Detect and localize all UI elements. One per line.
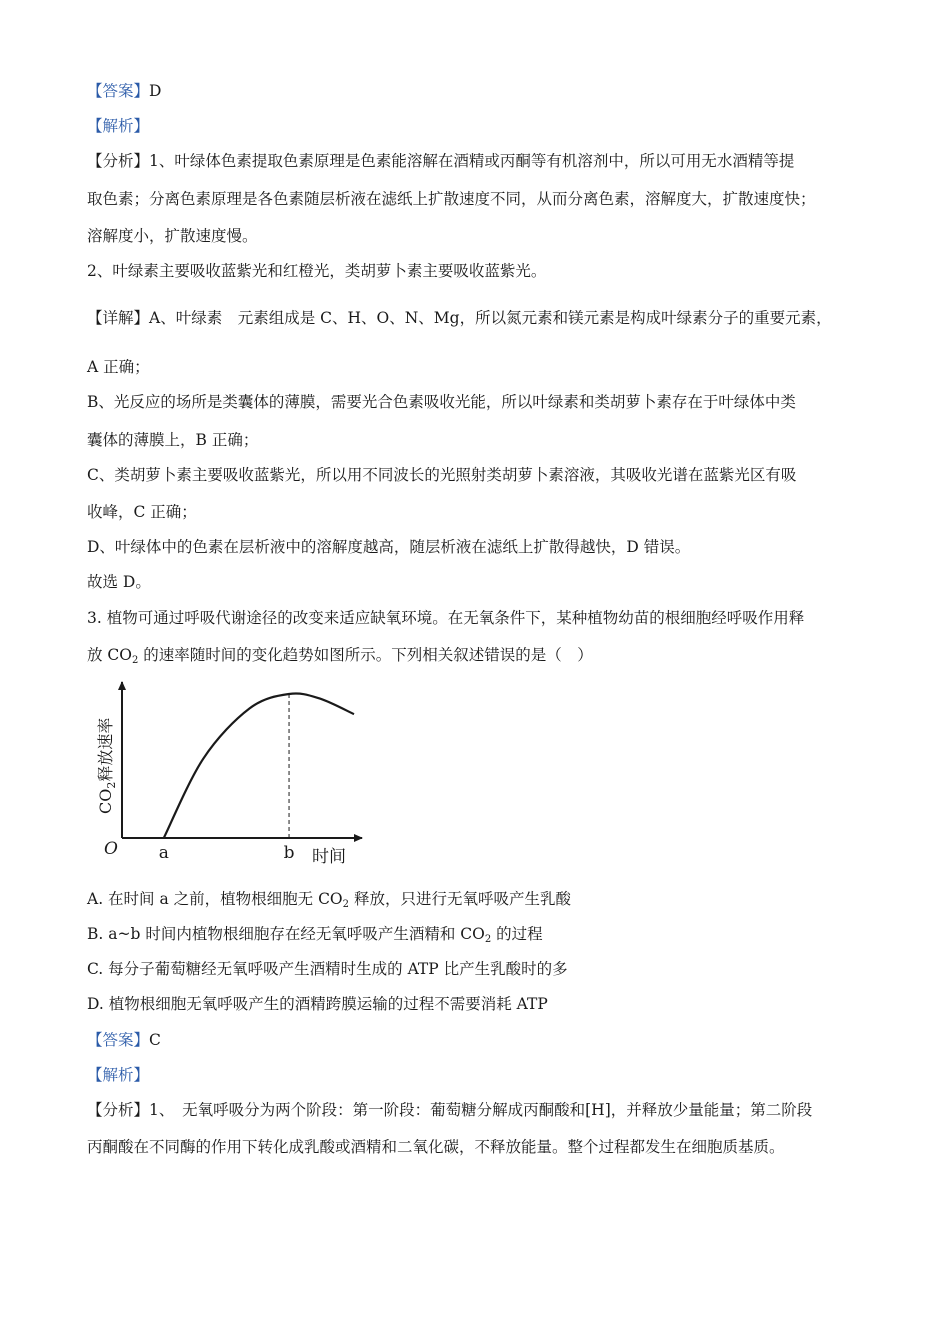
question-stem-line-1: 3. 植物可通过呼吸代谢途径的改变来适应缺氧环境。在无氧条件下，某种植物幼苗的根细胞经呼吸作用释: [87, 609, 805, 627]
co2-release-rate-chart: [90, 672, 380, 872]
detail-line-7: D、叶绿体中的色素在层析液中的溶解度越高，随层析液在滤纸上扩散得越快，D 错误。: [87, 538, 691, 556]
x-axis-label: 时间: [312, 847, 346, 867]
detail-line-1: 【详解】A、叶绿素 元素组成是 C、H、O、N、Mg，所以氮元素和镁元素是构成叶绿素分子的重要元素，: [87, 309, 832, 327]
answer-tag: 【答案】: [87, 1031, 150, 1049]
detail-line-4: 囊体的薄膜上，B 正确；: [87, 431, 259, 449]
conclusion-line: 故选 D。: [87, 573, 151, 591]
detail-line-6: 收峰，C 正确；: [87, 503, 197, 521]
detail-line-3: B、光反应的场所是类囊体的薄膜，需要光合色素吸收光能，所以叶绿素和类胡萝卜素存在于叶绿体中类: [87, 393, 796, 411]
fenxi-line-1b: 【分析】1、 无氧呼吸分为两个阶段：第一阶段：葡萄糖分解成丙酮酸和[H]，并释放少量能量；第二阶段: [87, 1101, 813, 1119]
option-d[interactable]: D. 植物根细胞无氧呼吸产生的酒精跨膜运输的过程不需要消耗 ATP: [87, 995, 548, 1013]
fenxi-line-3: 溶解度小，扩散速度慢。: [87, 227, 258, 245]
fenxi-line-4: 2、叶绿素主要吸收蓝紫光和红橙光，类胡萝卜素主要吸收蓝紫光。: [87, 262, 547, 280]
question-stem-line-2: 放 $CO_2$ 的速率随时间的变化趋势如图所示。下列相关叙述错误的是（ ）: [87, 646, 593, 666]
x-tick-b: b: [283, 843, 295, 863]
origin-label: O: [104, 839, 118, 859]
answer-line-1: [87, 81, 161, 101]
y-axis-label: $CO_2$释放速率: [96, 717, 118, 814]
detail-line-5: C、类胡萝卜素主要吸收蓝紫光，所以用不同波长的光照射类胡萝卜素溶液，其吸收光谱在蓝紫光区有吸: [87, 466, 797, 484]
option-a[interactable]: A. 在时间 a 之前，植物根细胞无 $CO_2$ 释放，只进行无氧呼吸产生乳酸: [87, 890, 571, 910]
answer-value: C: [149, 1031, 161, 1049]
series-curve: [164, 693, 354, 838]
fenxi-line-1: 【分析】1、叶绿体色素提取色素原理是色素能溶解在酒精或丙酮等有机溶剂中，所以可用无水酒精等提: [87, 152, 795, 170]
detail-line-2: A 正确；: [87, 358, 150, 376]
analysis-tag: 【解析】: [87, 117, 150, 135]
analysis-tag: 【解析】: [87, 1066, 150, 1084]
fenxi-tag: 【分析】: [87, 1101, 150, 1119]
answer-tag: 【答案】: [87, 82, 150, 100]
option-b[interactable]: B. a~b 时间内植物根细胞存在经无氧呼吸产生酒精和 $CO_2$ 的过程: [87, 925, 543, 945]
fenxi-line-2b: 丙酮酸在不同酶的作用下转化成乳酸或酒精和二氧化碳，不释放能量。整个过程都发生在细胞质基质。: [87, 1138, 785, 1156]
option-c[interactable]: C. 每分子葡萄糖经无氧呼吸产生酒精时生成的 ATP 比产生乳酸时的多: [87, 960, 568, 978]
detail-tag: 【详解】: [87, 309, 150, 327]
fenxi-line-2: 取色素；分离色素原理是各色素随层析液在滤纸上扩散速度不同，从而分离色素，溶解度大，扩散速度快；: [87, 190, 816, 208]
answer-value: D: [149, 82, 162, 100]
answer-line-2: [87, 1030, 161, 1050]
x-tick-a: a: [158, 843, 169, 863]
fenxi-tag: 【分析】: [87, 152, 150, 170]
